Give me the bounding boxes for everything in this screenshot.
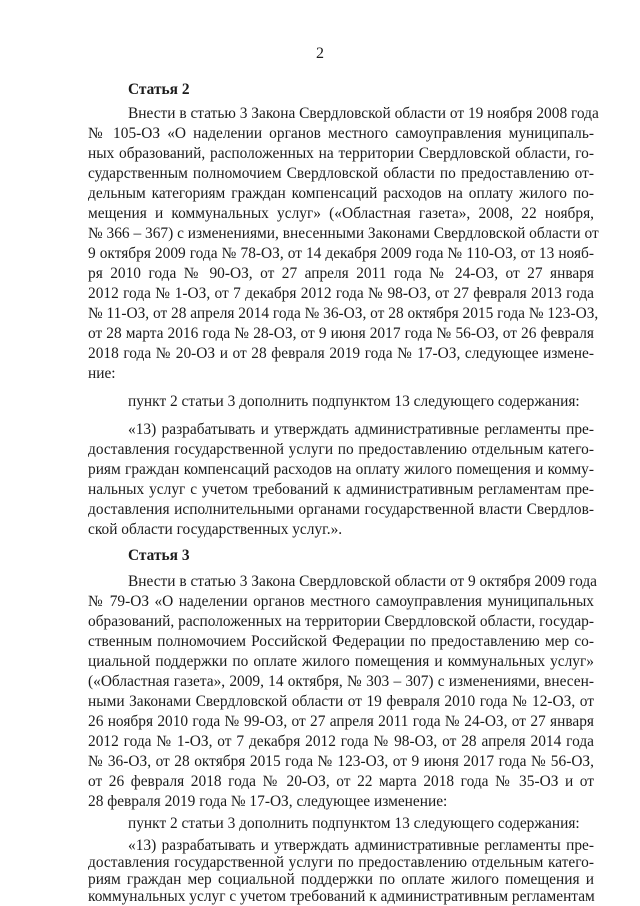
article-2-text-line: мещения и коммунальных услуг» («Областная газета», 2008, 22 ноября, bbox=[88, 205, 594, 222]
article-2-text-line: 2018 года № 20-ОЗ и от 28 февраля 2019 года № 17-ОЗ, следующее измене- bbox=[88, 345, 594, 362]
article-2-text-line: ря 2010 года № 90-ОЗ, от 27 апреля 2011 года № 24-ОЗ, от 27 января bbox=[88, 265, 594, 282]
article-2-text-line: дельным категориям граждан компенсаций расходов на оплату жилого по- bbox=[88, 185, 594, 202]
article-2-text-line: от 28 марта 2016 года № 28-ОЗ, от 9 июня 2017 года № 56-ОЗ, от 26 февраля bbox=[88, 325, 594, 342]
page-number: 2 bbox=[316, 45, 324, 62]
article-2-text-line: Внести в статью 3 Закона Свердловской области от 19 ноября 2008 года bbox=[128, 105, 599, 122]
article-3-text-line: ственным полномочием Российской Федерации по предоставлению мер со- bbox=[88, 633, 594, 650]
article-3-quote-line: коммунальных услуг с учетом требований к административным регламентам bbox=[88, 888, 595, 905]
article-2-quote-line: доставления государственной услуги по предоставлению отдельным катего- bbox=[88, 441, 594, 458]
article-2-text-line: № 105-ОЗ «О наделении органов местного самоуправления муниципаль- bbox=[88, 125, 594, 142]
article-3-quote-line: доставления государственной услуги по предоставлению отдельным катего- bbox=[88, 854, 594, 871]
article-3-quote-line: риям граждан мер социальной поддержки по оплате жилого помещения и bbox=[88, 871, 594, 888]
article-2-text-line: 9 октября 2009 года № 78-ОЗ, от 14 декабря 2009 года № 110-ОЗ, от 13 нояб- bbox=[88, 245, 594, 262]
article-2-text-line: ных образований, расположенных на территории Свердловской области, го- bbox=[88, 145, 594, 162]
article-3-text-line: Внести в статью 3 Закона Свердловской области от 9 октября 2009 года bbox=[128, 573, 597, 590]
article-3-text-line: № 79-ОЗ «О наделении органов местного самоуправления муниципальных bbox=[88, 593, 594, 610]
article-3-point-line: пункт 2 статьи 3 дополнить подпунктом 13 следующего содержания: bbox=[128, 815, 580, 832]
article-2-quote-line: доставления исполнительными органами государственной власти Свердлов- bbox=[88, 501, 594, 518]
article-2-point-line: пункт 2 статьи 3 дополнить подпунктом 13 следующего содержания: bbox=[128, 393, 580, 410]
article-3-text-line: циальной поддержки по оплате жилого помещения и коммунальных услуг» bbox=[88, 653, 594, 670]
article-2-quote-line: ской области государственных услуг.». bbox=[88, 521, 343, 538]
article-3-text-line: («Областная газета», 2009, 14 октября, № 303 – 307) с изменениями, внесен- bbox=[88, 673, 594, 690]
article-3-quote-line: «13) разрабатывать и утверждать административные регламенты пре- bbox=[128, 837, 594, 854]
article-3-text-line: ными Законами Свердловской области от 19 февраля 2010 года № 12-ОЗ, от bbox=[88, 693, 594, 710]
article-3-text-line: от 26 февраля 2018 года № 20-ОЗ, от 22 марта 2018 года № 35-ОЗ и от bbox=[88, 773, 594, 790]
article-2-text-line: сударственным полномочием Свердловской области по предоставлению от- bbox=[88, 165, 594, 182]
article-3-text-line: 26 ноября 2010 года № 99-ОЗ, от 27 апреля 2011 года № 24-ОЗ, от 27 января bbox=[88, 713, 594, 730]
article-2-heading: Статья 2 bbox=[128, 81, 190, 98]
article-2-text-line: 2012 года № 1-ОЗ, от 7 декабря 2012 года № 98-ОЗ, от 27 февраля 2013 года bbox=[88, 285, 594, 302]
article-3-heading: Статья 3 bbox=[128, 547, 190, 564]
article-2-quote-line: «13) разрабатывать и утверждать административные регламенты пре- bbox=[128, 421, 594, 438]
article-2-text-line: ние: bbox=[88, 365, 116, 382]
article-3-text-line: образований, расположенных на территории Свердловской области, государ- bbox=[88, 613, 594, 630]
article-2-text-line: № 11-ОЗ, от 28 апреля 2014 года № 36-ОЗ, от 28 октября 2015 года № 123-ОЗ, bbox=[88, 305, 599, 322]
article-2-quote-line: риям граждан компенсаций расходов на оплату жилого помещения и комму- bbox=[88, 461, 594, 478]
article-3-text-line: 28 февраля 2019 года № 17-ОЗ, следующее изменение: bbox=[88, 793, 448, 810]
article-3-text-line: № 36-ОЗ, от 28 октября 2015 года № 123-ОЗ, от 9 июня 2017 года № 56-ОЗ, bbox=[88, 753, 594, 770]
article-2-text-line: № 366 – 367) с изменениями, внесенными Законами Свердловской области от bbox=[88, 225, 599, 242]
article-2-quote-line: нальных услуг с учетом требований к административным регламентам пре- bbox=[88, 481, 594, 498]
article-3-text-line: 2012 года № 1-ОЗ, от 7 декабря 2012 года № 98-ОЗ, от 28 апреля 2014 года bbox=[88, 733, 594, 750]
